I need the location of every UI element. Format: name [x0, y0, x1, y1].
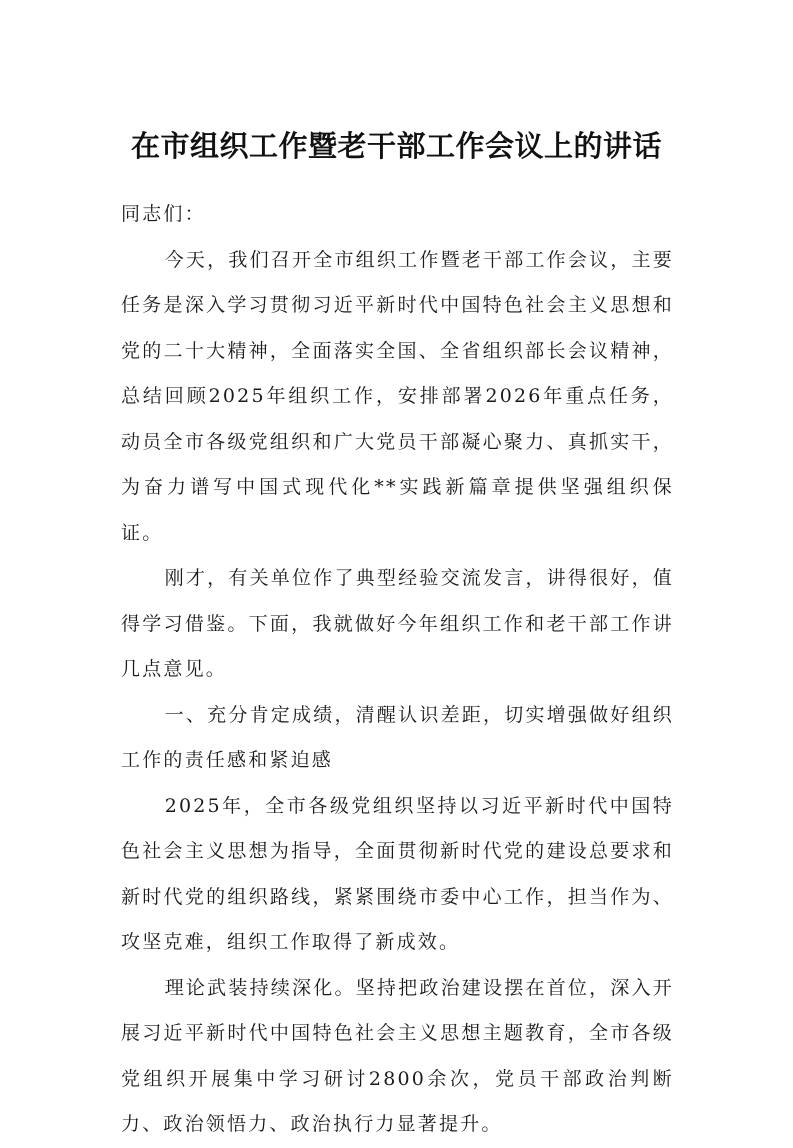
paragraph-opening: 今天，我们召开全市组织工作暨老干部工作会议，主要任务是深入学习贯彻习近平新时代中国特色社会主义思想和党的二十大精神，全面落实全国、全省组织部长会议精神，总结回顾2025年组织工作，安排部署2026年重点任务，动员全市各级党组织和广大党员干部凝心聚力、真抓实干，为奋力谱写中国式现代化**实践新篇章提供坚强组织保证。 [121, 248, 674, 544]
section-heading-1: 一、充分肯定成绩，清醒认识差距，切实增强做好组织工作的责任感和紧迫感 [121, 703, 674, 771]
paragraph-achievements: 2025年，全市各级党组织坚持以习近平新时代中国特色社会主义思想为指导，全面贯彻新时代党的建设总要求和新时代党的组织路线，紧紧围绕市委中心工作，担当作为、攻坚克难，组织工作取得了新成效。 [121, 794, 674, 953]
paragraph-transition: 刚才，有关单位作了典型经验交流发言，讲得很好，值得学习借鉴。下面，我就做好今年组织工作和老干部工作讲几点意见。 [121, 567, 674, 680]
document-body [121, 192, 674, 1148]
document-title: 在市组织工作暨老干部工作会议上的讲话 [130, 129, 662, 163]
salutation: 同志们： [121, 203, 206, 225]
paragraph-theory: 理论武装持续深化。坚持把政治建设摆在首位，深入开展习近平新时代中国特色社会主义思想主题教育，全市各级党组织开展集中学习研讨2800余次，党员干部政治判断力、政治领悟力、政治执行力显著提升。 [121, 976, 674, 1135]
